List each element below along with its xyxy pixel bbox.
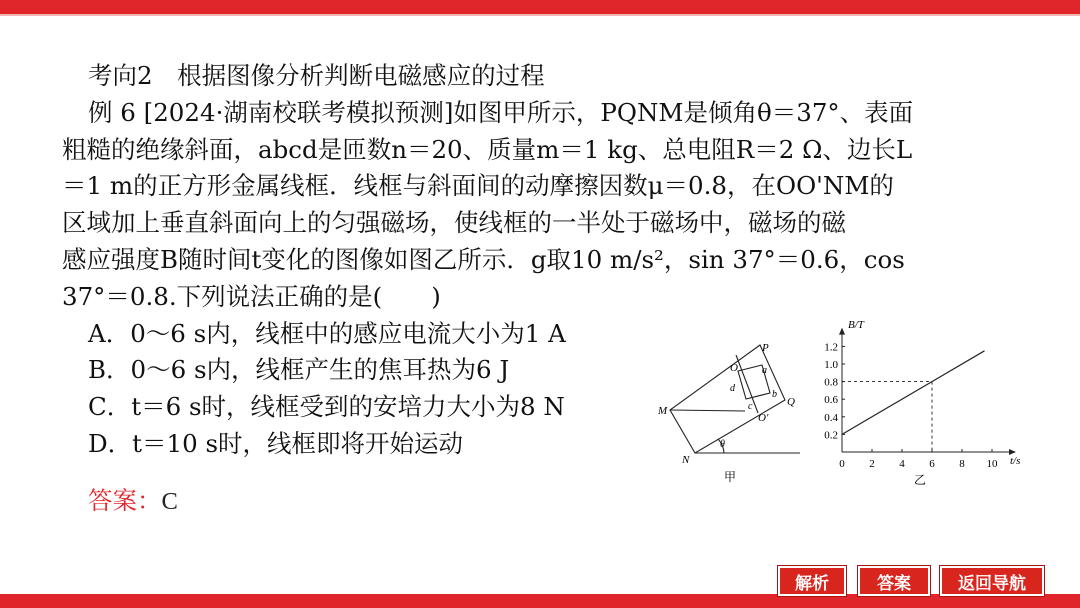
label-o: O: [730, 362, 738, 374]
y-tick-label: 0.2: [824, 429, 838, 442]
x-tick-label: 2: [869, 458, 875, 470]
option-b: B．0～6 s内，线框产生的焦耳热为6 J: [88, 355, 510, 385]
incline-outline: [670, 345, 785, 453]
y-tick-label: 0.8: [824, 376, 838, 389]
y-axis-label: B/T: [848, 319, 864, 331]
label-n: N: [682, 454, 690, 466]
bottom-red-bar: [0, 594, 1080, 608]
chart-axes: [839, 328, 1016, 455]
analysis-button[interactable]: 解析: [778, 566, 846, 596]
label-theta: θ: [720, 439, 725, 450]
y-axis-arrow: [839, 328, 845, 335]
x-axis-label: t/s: [1010, 455, 1021, 467]
question-line-1: 例 6 [2024·湖南校联考模拟预测]如图甲所示，PQNM是倾角θ＝37°、表面: [88, 97, 914, 127]
label-d: d: [730, 383, 735, 394]
option-c: C．t＝6 s时，线框受到的安培力大小为8 N: [88, 392, 565, 422]
back-navigation-button[interactable]: 返回导航: [940, 566, 1044, 596]
label-m: M: [658, 405, 668, 417]
label-o-prime: O': [758, 412, 769, 424]
label-c: c: [748, 401, 753, 412]
answer-button[interactable]: 答案: [858, 566, 930, 596]
label-b: b: [772, 389, 777, 400]
x-tick-label: 8: [959, 458, 965, 470]
top-accent-line: [0, 14, 1080, 16]
label-p: P: [762, 342, 769, 354]
caption-jia: 甲: [724, 470, 737, 484]
label-a: a: [762, 365, 767, 376]
answer-label: 答案：: [88, 488, 162, 515]
question-line-5: 感应强度B随时间t变化的图像如图乙所示．g取10 m/s²，sin 37°＝0.6，cos: [62, 244, 905, 274]
section-title: 考向2 根据图像分析判断电磁感应的过程: [88, 61, 545, 90]
chart-guides: [842, 382, 932, 452]
top-red-bar: [0, 0, 1080, 14]
answer-value: C: [161, 488, 178, 515]
question-line-6: 37°＝0.8.下列说法正确的是( ): [62, 281, 441, 311]
label-q: Q: [787, 396, 795, 408]
figure-incline-diagram: [650, 335, 810, 490]
boundary-line-oo: [736, 355, 758, 413]
question-line-4: 区域加上垂直斜面向上的匀强磁场，使线框的一半处于磁场中，磁场的磁: [62, 208, 846, 238]
caption-yi: 乙: [914, 473, 927, 487]
x-tick-label: 0: [839, 458, 845, 470]
y-tick-label: 0.4: [824, 411, 838, 424]
x-tick-label: 4: [899, 458, 905, 470]
figure-bt-graph: [812, 312, 1042, 492]
chart-series: [842, 351, 985, 435]
chart-ticks: [824, 341, 998, 470]
y-tick-label: 1.0: [824, 359, 838, 371]
option-a: A．0～6 s内，线框中的感应电流大小为1 A: [88, 318, 566, 348]
question-line-3: ＝1 m的正方形金属线框．线框与斜面间的动摩擦因数μ＝0.8，在OO'NM的: [62, 171, 894, 201]
ground-line-m: [670, 410, 745, 411]
option-d: D．t＝10 s时，线框即将开始运动: [88, 428, 464, 458]
question-line-2: 粗糙的绝缘斜面，abcd是匝数n＝20、质量m＝1 kg、总电阻R＝2 Ω、边长L: [62, 134, 913, 164]
y-tick-label: 0.6: [824, 394, 838, 407]
answer-line: [88, 482, 178, 517]
y-tick-label: 1.2: [824, 341, 838, 354]
x-tick-label: 6: [929, 458, 935, 470]
series-line: [842, 351, 985, 435]
x-tick-label: 10: [986, 458, 998, 470]
